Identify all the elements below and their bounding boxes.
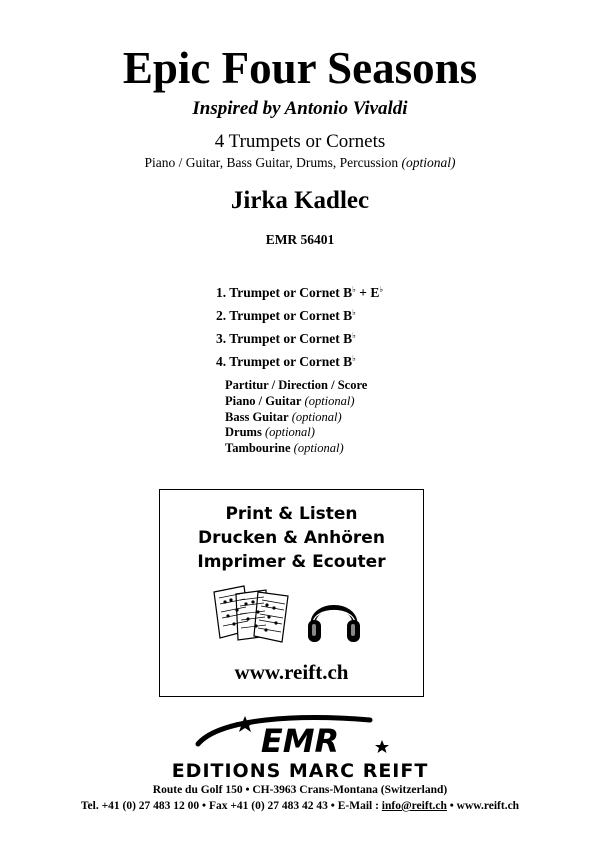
accompaniment xyxy=(0,155,600,171)
flat-sign: ♭ xyxy=(352,354,356,363)
catalog-number: EMR 56401 xyxy=(265,232,335,247)
part-item: 1. Trumpet or Cornet B♭ + E♭ xyxy=(216,285,384,300)
publisher-address: Route du Golf 150 • CH-3963 Crans-Montana (Switzerland) xyxy=(152,784,448,796)
score-item: Partitur / Direction / Score xyxy=(225,378,368,392)
flat-sign: ♭ xyxy=(352,308,356,317)
score-item: Drums (optional) xyxy=(225,425,315,440)
score-item: Piano / Guitar (optional) xyxy=(225,393,355,408)
part-item: 2. Trumpet or Cornet B♭ xyxy=(216,308,356,323)
emr-logo xyxy=(150,714,450,763)
email-link[interactable]: info@reift.ch xyxy=(381,800,447,812)
headphones-icon xyxy=(305,590,363,646)
star-icon xyxy=(236,716,254,732)
promo-line-german: Drucken & Anhören xyxy=(198,528,385,548)
composer-name: Jirka Kadlec xyxy=(230,187,370,214)
instrumentation: 4 Trumpets or Cornets xyxy=(214,131,386,152)
accompaniment-note: (optional) xyxy=(401,155,456,170)
promo-line-french: Imprimer & Ecouter xyxy=(197,552,386,572)
score-item: Bass Guitar (optional) xyxy=(225,409,342,424)
publisher-name: EDITIONS MARC REIFT xyxy=(171,760,429,782)
flat-sign: ♭ xyxy=(379,285,384,294)
part-item: 4. Trumpet or Cornet B♭ xyxy=(216,354,356,369)
part-item: 3. Trumpet or Cornet B♭ xyxy=(216,331,356,346)
page-title: Epic Four Seasons xyxy=(122,43,478,93)
flat-sign: ♭ xyxy=(352,331,356,340)
star-icon xyxy=(375,740,389,753)
flat-sign: ♭ xyxy=(352,285,356,294)
subtitle: Inspired by Antonio Vivaldi xyxy=(192,98,408,119)
publisher-contact: Tel. +41 (0) 27 483 12 00 • Fax +41 (0) 27 483 42 43 • E-Mail : info@reift.ch • www.reift.ch xyxy=(80,800,520,812)
website-link[interactable]: www.reift.ch xyxy=(234,660,349,684)
score-list xyxy=(225,378,367,457)
sheet-music-icon xyxy=(210,584,296,646)
accompaniment-text: Piano / Guitar, Bass Guitar, Drums, Percussion xyxy=(144,155,399,170)
score-item: Tambourine (optional) xyxy=(225,441,344,456)
promo-line-english: Print & Listen xyxy=(225,504,358,524)
logo-text: EMR xyxy=(260,722,340,758)
parts-list xyxy=(216,280,383,372)
print-listen-box xyxy=(159,489,424,697)
